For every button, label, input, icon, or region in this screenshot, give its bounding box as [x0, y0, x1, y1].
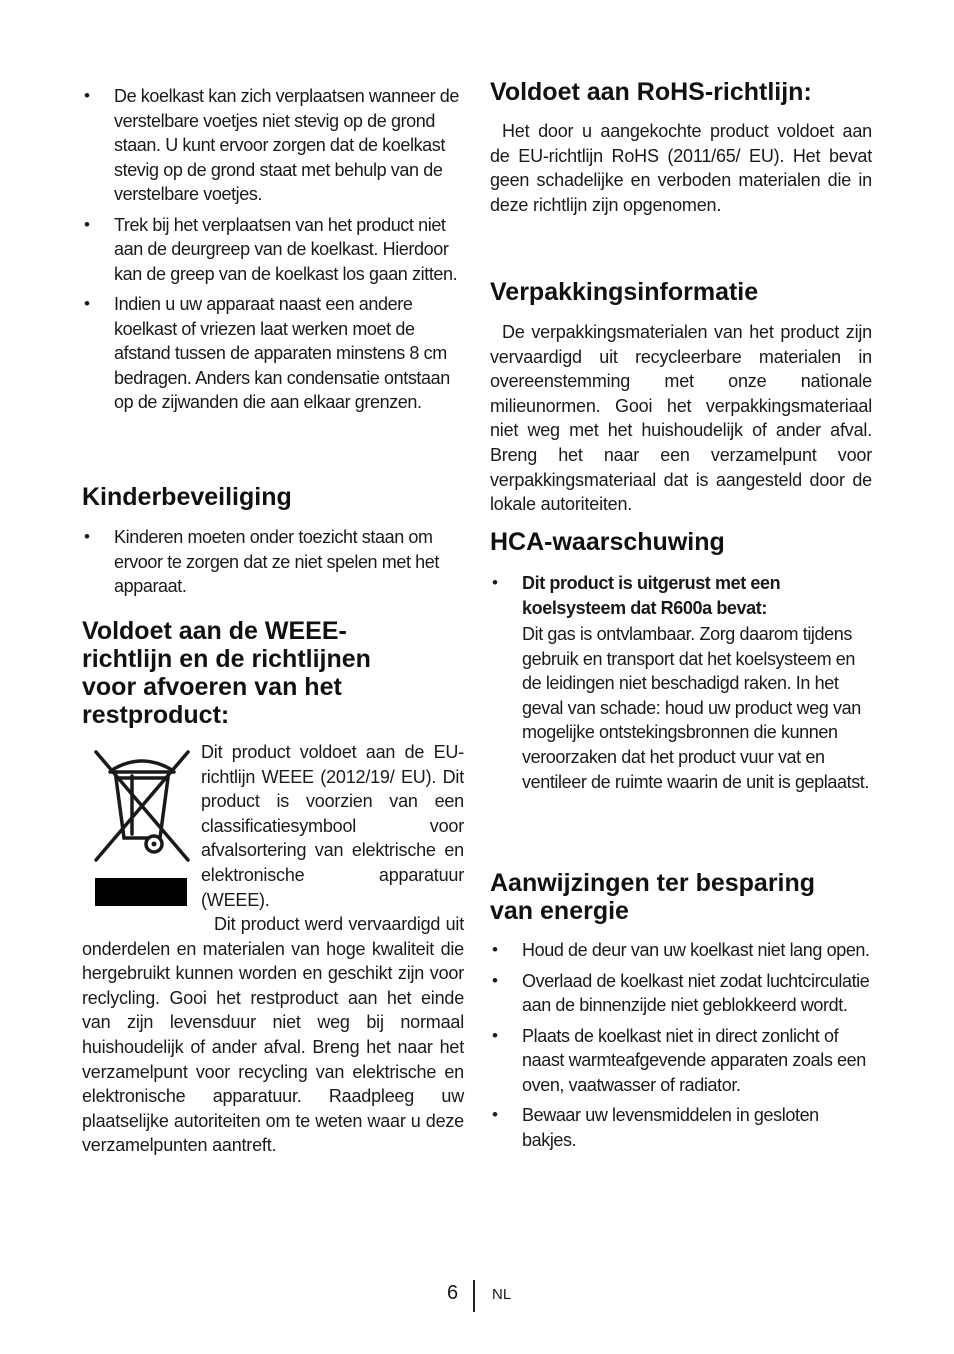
hca-warning-text: Dit gas is ontvlambaar. Zorg daarom tijdens gebruik en transport dat het koelsysteem en de leidingen niet beschadigd raken. In het geval van schade: houd uw product weg van mogelijke ontstekingsbronnen die kunnen veroorzaken dat het product vuur vat en ventileer de ruimte waarin de unit is geplaatst. [522, 624, 869, 792]
packaging-heading: Verpakkingsinformatie [490, 278, 759, 306]
energy-bullet-list [490, 938, 872, 1158]
list-item: • Bewaar uw levensmiddelen in gesloten bakjes. [490, 1103, 872, 1152]
hca-warning-bold: • Dit product is uitgerust met een koelsysteem dat R600a bevat: [522, 573, 781, 618]
page-footer [0, 1280, 954, 1316]
energy-heading: Aanwijzingen ter besparing van energie [490, 869, 816, 925]
footer-divider [473, 1280, 475, 1312]
weee-bin-icon [94, 746, 190, 908]
list-item: • Houd de deur van uw koelkast niet lang open. [490, 938, 872, 963]
rohs-heading: Voldoet aan RoHS-richtlijn: [490, 78, 812, 106]
rohs-text: Het door u aangekochte product voldoet aan de EU-richtlijn RoHS (2011/65/ EU). Het bevat geen schadelijke en verboden materialen die in deze richtlijn zijn opgenomen. [490, 121, 872, 215]
weee-intro-text: Dit product voldoet aan de EU-richtlijn WEEE (2012/19/ EU). Dit product is voorzien van een classificatiesymbool voor afvalsortering van elektrische en elektronische apparatuur (WEEE). [201, 742, 464, 910]
hca-bullet-list [490, 571, 872, 800]
weee-recycling-text: Dit product werd vervaardigd uit onderdelen en materialen van hoge kwaliteit die hergebruikt kunnen worden en geschikt zijn voor reclycling. Gooi het restproduct aan het einde van zijn levensduur niet weg bij normaal huishoudelijk of ander afval. Breng het naar het verzamelpunt voor recycling van elektrische en elektronische apparatuur. Raadpleeg uw plaatselijke autoriteiten om te weten waar u deze verzamelpunten aantreft. [82, 914, 464, 1156]
list-item: • De koelkast kan zich verplaatsen wanneer de verstelbare voetjes niet stevig op de grond staan. U kunt ervoor zorgen dat de koelkast stevig op de grond staat met behulp van de verstelbare voetjes. [82, 84, 464, 207]
list-item: • Kinderen moeten onder toezicht staan om ervoor te zorgen dat ze niet spelen met het apparaat. [82, 525, 464, 599]
language-code: NL [492, 1286, 512, 1303]
packaging-text: De verpakkingsmaterialen van het product zijn vervaardigd uit recycleerbare materialen in overeenstemming met onze nationale milieunormen. Gooi het verpakkingsmateriaal niet weg met het huishoudelijk of ander afval. Breng het naar een verzamelpunt voor verpakkingsmateriaal dat is aangesteld door de lokale autoriteiten. [490, 322, 872, 515]
intro-bullet-list [82, 84, 464, 421]
list-item: • Overlaad de koelkast niet zodat luchtcirculatie aan de binnenzijde niet geblokkeerd wordt. [490, 969, 872, 1018]
kinder-heading: Kinderbeveiliging [82, 483, 292, 511]
weee-heading: Voldoet aan de WEEE-richtlijn en de richtlijnen voor afvoeren van het restproduct: [82, 617, 371, 729]
list-item: • Trek bij het verplaatsen van het product niet aan de deurgreep van de koelkast. Hierdoor kan de greep van de koelkast los gaan zitten. [82, 213, 464, 287]
page-number: 6 [447, 1282, 459, 1304]
hca-heading: HCA-waarschuwing [490, 528, 725, 556]
list-item [490, 571, 872, 794]
list-item: • Indien u uw apparaat naast een andere koelkast of vriezen laat werken moet de afstand tussen de apparaten minstens 8 cm bedragen. Anders kan condensatie ontstaan op de zijwanden die aan elkaar grenzen. [82, 292, 464, 415]
list-item: • Plaats de koelkast niet in direct zonlicht of naast warmteafgevende apparaten zoals een oven, vaatwasser of radiator. [490, 1024, 872, 1098]
kinder-bullet-list [82, 525, 464, 605]
